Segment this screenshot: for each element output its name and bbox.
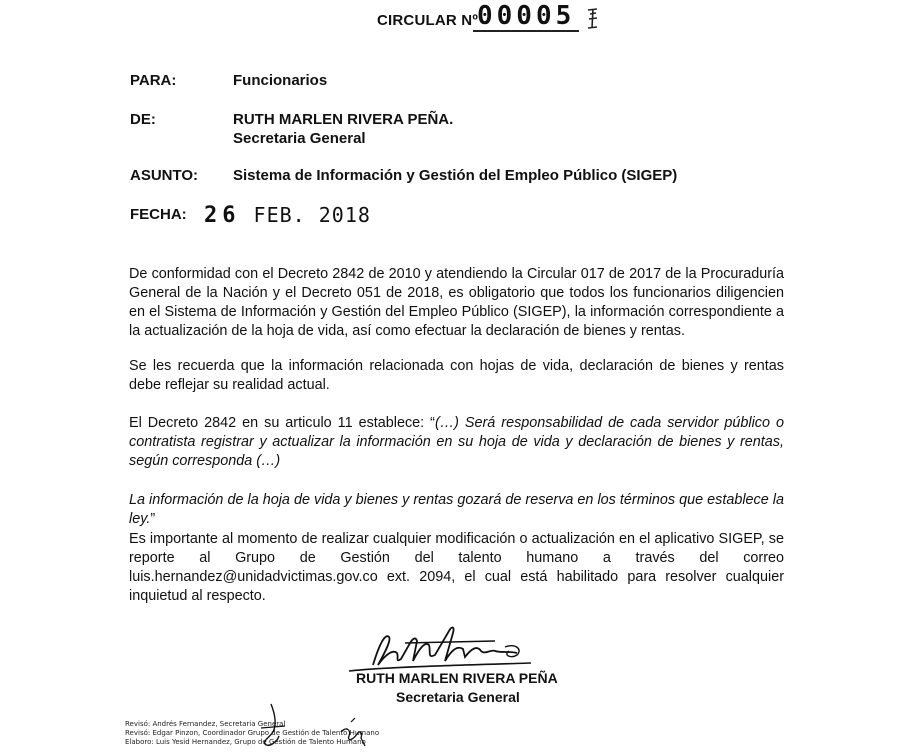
paragraph-4-close: ” [150, 511, 156, 527]
circular-label: CIRCULAR Nº [377, 12, 479, 29]
footer-reviso-2: Revisó: Edgar Pinzon, Coordinador Grupo de Gestión de Talento Humano [125, 729, 380, 737]
paragraph-3 [129, 414, 784, 471]
paragraph-1: De conformidad con el Decreto 2842 de 2010 y atendiendo la Circular 017 de 2017 de la Procuraduría General de la Nación y el Decreto 051 de 2018, es obligatorio que todos los funcionarios diligencien en el Sistema de Información y Gestión del Empleo Público (SIGEP), la información correspondiente a la actualización de la hoja de vida, así como efectuar la declaración de bienes y rentas. [129, 266, 784, 339]
paragraph-2: Se les recuerda que la información relacionada con hojas de vida, declaración de bienes y rentas debe reflejar su realidad actual. [129, 358, 784, 393]
paragraph-4-quote: La información de la hoja de vida y bienes y rentas gozará de reserva en los términos que establece la ley. [129, 492, 784, 527]
footer-elaboro: Elaboro: Luis Yesid Hernandez, Grupo de Gestión de Talento Humano [125, 738, 366, 746]
de-label: DE: [130, 111, 156, 128]
para-label: PARA: [130, 72, 177, 89]
signature-name: RUTH MARLEN RIVERA PEÑA [356, 670, 558, 686]
handwritten-initials-icon [255, 702, 375, 755]
paragraph-4 [129, 491, 784, 529]
de-title: Secretaria General [233, 130, 366, 147]
de-name: RUTH MARLEN RIVERA PEÑA. [233, 111, 454, 128]
handwritten-mark-icon [585, 6, 601, 37]
paragraph-5: Es importante al momento de realizar cualquier modificación o actualización en el aplicativo SIGEP, se reporte al Grupo de Gestión del talento humano a través del correo luis.hernandez@unidadvictimas.gov.co ext. 2094, el cual está habilitado para resolver cualquier inquietud al respecto. [129, 531, 784, 604]
circular-number: 00005 [473, 2, 579, 32]
fecha-label: FECHA: [130, 206, 187, 223]
asunto-label: ASUNTO: [130, 167, 199, 184]
para-value: Funcionarios [233, 72, 328, 89]
fecha-stamp [204, 203, 371, 228]
asunto-value: Sistema de Información y Gestión del Empleo Público (SIGEP) [233, 167, 678, 184]
paragraph-3-quote: (…) Será responsabilidad de cada servidor público o contratista registrar y actualizar la información en su hoja de vida y declaración de bienes y rentas, según corresponda (…) [129, 415, 784, 469]
paragraph-3-lead: El Decreto 2842 en su articulo 11 establece: “ [129, 415, 435, 431]
fecha-month-year: FEB. 2018 [253, 203, 371, 227]
footer-reviso-1: Revisó: Andrés Fernandez, Secretaria General [125, 720, 286, 728]
signature-title: Secretaria General [396, 689, 520, 705]
fecha-day: 26 [204, 203, 241, 228]
